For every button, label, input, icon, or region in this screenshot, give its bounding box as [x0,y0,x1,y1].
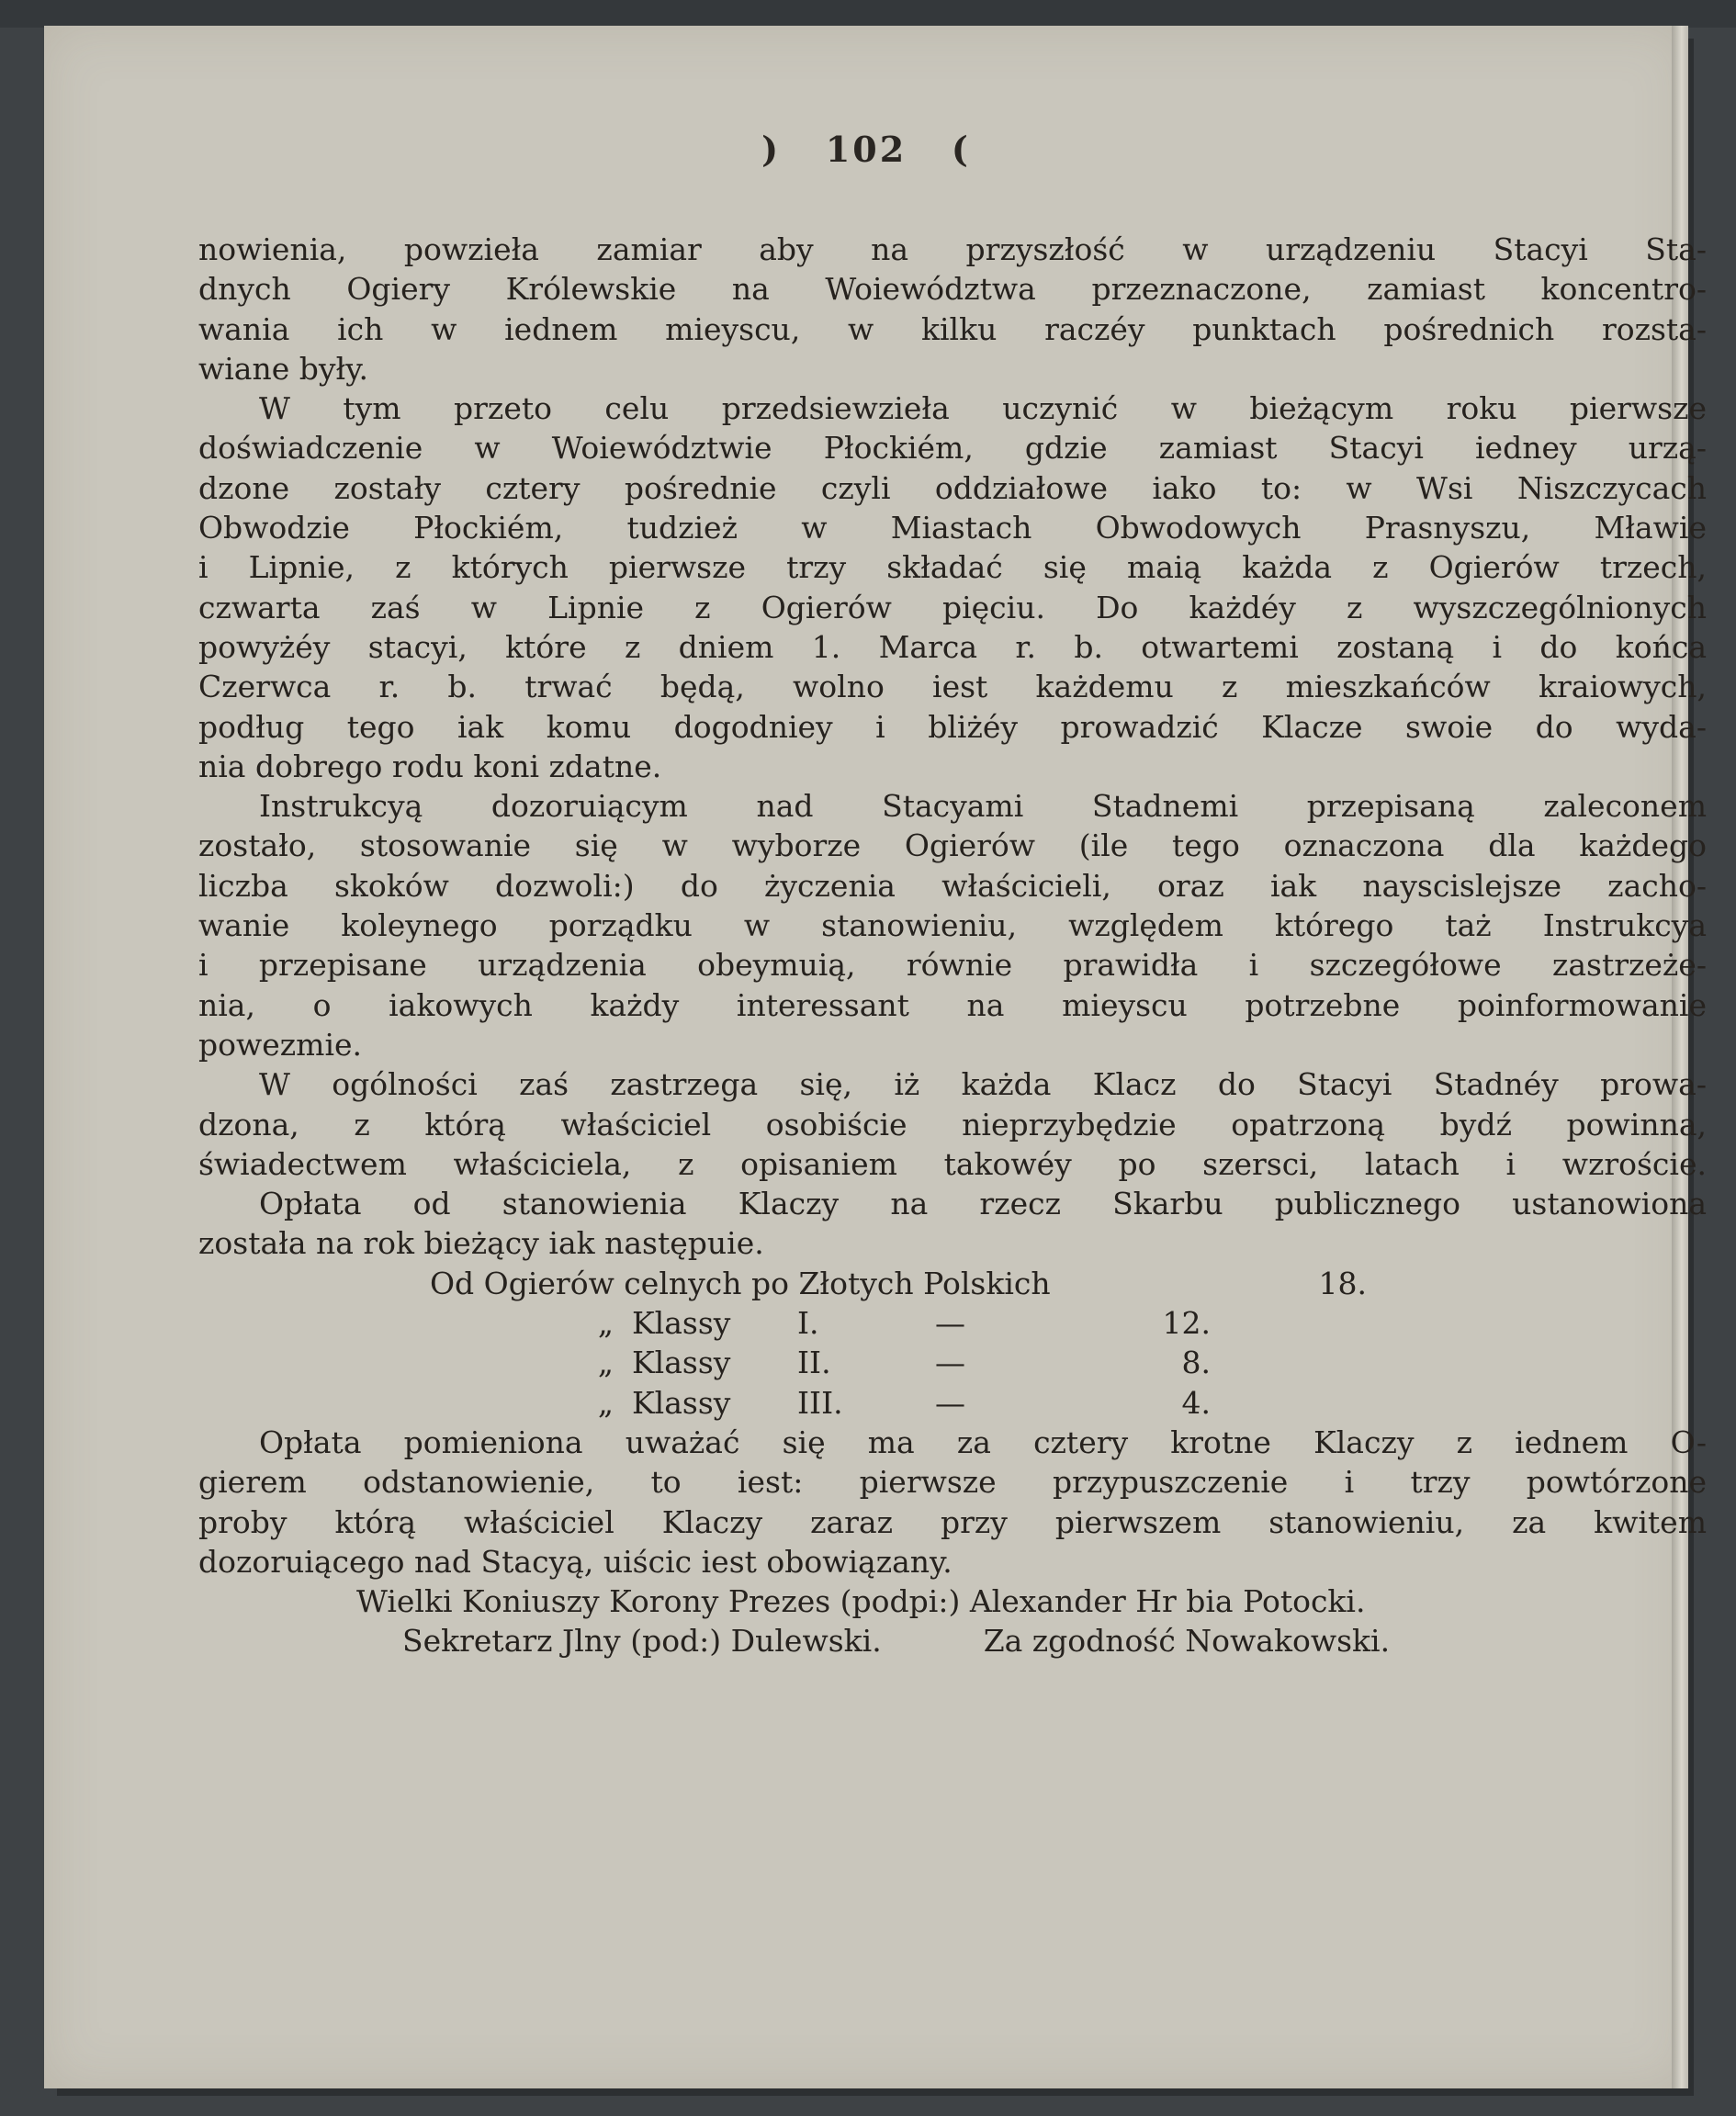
text-line: wanie koleynego porządku w stanowieniu, względem którego taż Instrukcya [198,907,1707,944]
fee-label: Od Ogierów celnych po Złotych Polskich [430,1265,1051,1301]
text-line: Instrukcyą dozoruiącym nad Stacyami Stadnemi przepisaną zaleconem [259,788,1707,825]
fee-amount: 4. [1181,1384,1211,1421]
text-line: dnych Ogiery Królewskie na Woiewództwa przeznaczone, zamiast koncentro- [198,271,1707,308]
text-line: W tym przeto celu przedsiewzieła uczynić w bieżącym roku pierwsze [259,390,1707,427]
text-line: zostało, stosowanie się w wyborze Ogierów (ile tego oznaczona dla każdego [198,827,1707,864]
text-line: czwarta zaś w Lipnie z Ogierów pięciu. Do każdéy z wyszczególnionych [198,589,1707,625]
header-left-mark: ) [761,129,782,170]
fee-class-number: II. [797,1345,831,1381]
text-line: Opłata pomieniona uważać się ma za cztery krotne Klaczy z iednem O- [259,1424,1707,1460]
paragraph-4 [198,1064,1707,1184]
fee-dash: — [935,1305,965,1342]
text-line: Obwodzie Płockiém, tudzież w Miastach Obwodowych Prasnyszu, Mławie [198,510,1707,546]
fee-class-number: I. [797,1305,819,1342]
paragraph-5 [198,1184,1707,1264]
text-line: świadectwem właściciela, z opisaniem takowéy po szersci, latach i wzroście. [198,1145,1707,1182]
text-line: dzone zostały cztery pośrednie czyli oddziałowe iako to: w Wsi Niszczycach [198,469,1707,506]
text-line: dozoruiącego nad Stacyą, uiścic iest obowiązany. [198,1543,953,1580]
text-line: W ogólności zaś zastrzega się, iż każda Klacz do Stacyi Stadnéy prowa- [259,1066,1707,1103]
page-header [44,129,1688,170]
viewer-background [0,0,1736,28]
text-line: dzona, z którą właściciel osobiście nieprzybędzie opatrzoną bydź powinna, [198,1106,1707,1142]
text-line: doświadczenie w Woiewództwie Płockiém, gdzie zamiast Stacyi iedney urzą- [198,430,1707,467]
text-line: wiane były. [198,350,368,387]
secretary-signature: Sekretarz Jlny (pod:) Dulewski. [402,1623,882,1660]
fee-class-label: Klassy [632,1384,731,1421]
scanned-page [44,26,1707,2088]
fee-row [198,1264,1707,1303]
fee-row [198,1343,1707,1382]
signature-line: Wielki Koniuszy Korony Prezes (podpi:) Alexander Hr bia Potocki. [356,1583,1366,1620]
text-line: wania ich w iednem mieyscu, w kilku raczéy punktach pośrednich rozsta- [198,310,1707,347]
header-right-mark: ( [951,129,971,170]
text-line: powyżéy stacyi, które z dniem 1. Marca r. b. otwartemi zostaną i do końca [198,628,1707,665]
fee-row [198,1383,1707,1423]
paragraph-2 [198,388,1707,786]
signature-block [198,1581,1707,1661]
fee-row [198,1303,1707,1343]
text-line: Opłata od stanowienia Klaczy na rzecz Skarbu publicznego ustanowiona [259,1186,1707,1222]
text-line: została na rok bieżący iak następuie. [198,1225,764,1262]
fee-dash: — [935,1345,965,1381]
fee-amount: 18. [1318,1265,1367,1301]
fee-class-label: Klassy [632,1345,731,1381]
text-line: proby którą właściciel Klaczy zaraz przy pierwszem stanowieniu, za kwitem [198,1503,1707,1540]
text-line: gierem odstanowienie, to iest: pierwsze przypuszczenie i trzy powtórzone [198,1464,1707,1501]
fee-ditto-mark: „ [597,1305,614,1342]
text-line: i Lipnie, z których pierwsze trzy składać się maią każda z Ogierów trzech, [198,549,1707,586]
closing-paragraph [198,1423,1707,1581]
fee-ditto-mark: „ [597,1345,614,1381]
text-line: i przepisane urządzenia obeymuią, równie prawidła i szczegółowe zastrzeże- [198,947,1707,984]
fee-amount: 8. [1181,1345,1211,1381]
text-line: nia, o iakowych każdy interessant na mieyscu potrzebne poinformowanie [198,986,1707,1023]
signature-line [198,1621,1707,1660]
text-line: Czerwca r. b. trwać będą, wolno iest każdemu z mieszkańców kraiowych, [198,669,1707,705]
fee-amount: 12. [1162,1305,1211,1342]
text-line: nowienia, powzieła zamiar aby na przyszłość w urządzeniu Stacyi Sta- [198,231,1707,267]
text-line: powezmie. [198,1026,363,1063]
text-line: nia dobrego rodu koni zdatne. [198,748,662,784]
fee-table [198,1264,1707,1423]
paragraph-3 [198,786,1707,1064]
text-line: podług tego iak komu dogodniey i bliżéy prowadzić Klacze swoie do wyda- [198,708,1707,745]
page-number: 102 [825,129,907,170]
fee-class-label: Klassy [632,1305,731,1342]
fee-class-number: III. [797,1384,843,1421]
paragraph-1 [198,230,1707,388]
text-line: liczba skoków dozwoli:) do życzenia właścicieli, oraz iak nayscislejsze zacho- [198,867,1707,904]
attestation-signature: Za zgodność Nowakowski. [983,1623,1391,1660]
page-body [198,230,1707,1661]
fee-ditto-mark: „ [597,1384,614,1421]
fee-dash: — [935,1384,965,1421]
